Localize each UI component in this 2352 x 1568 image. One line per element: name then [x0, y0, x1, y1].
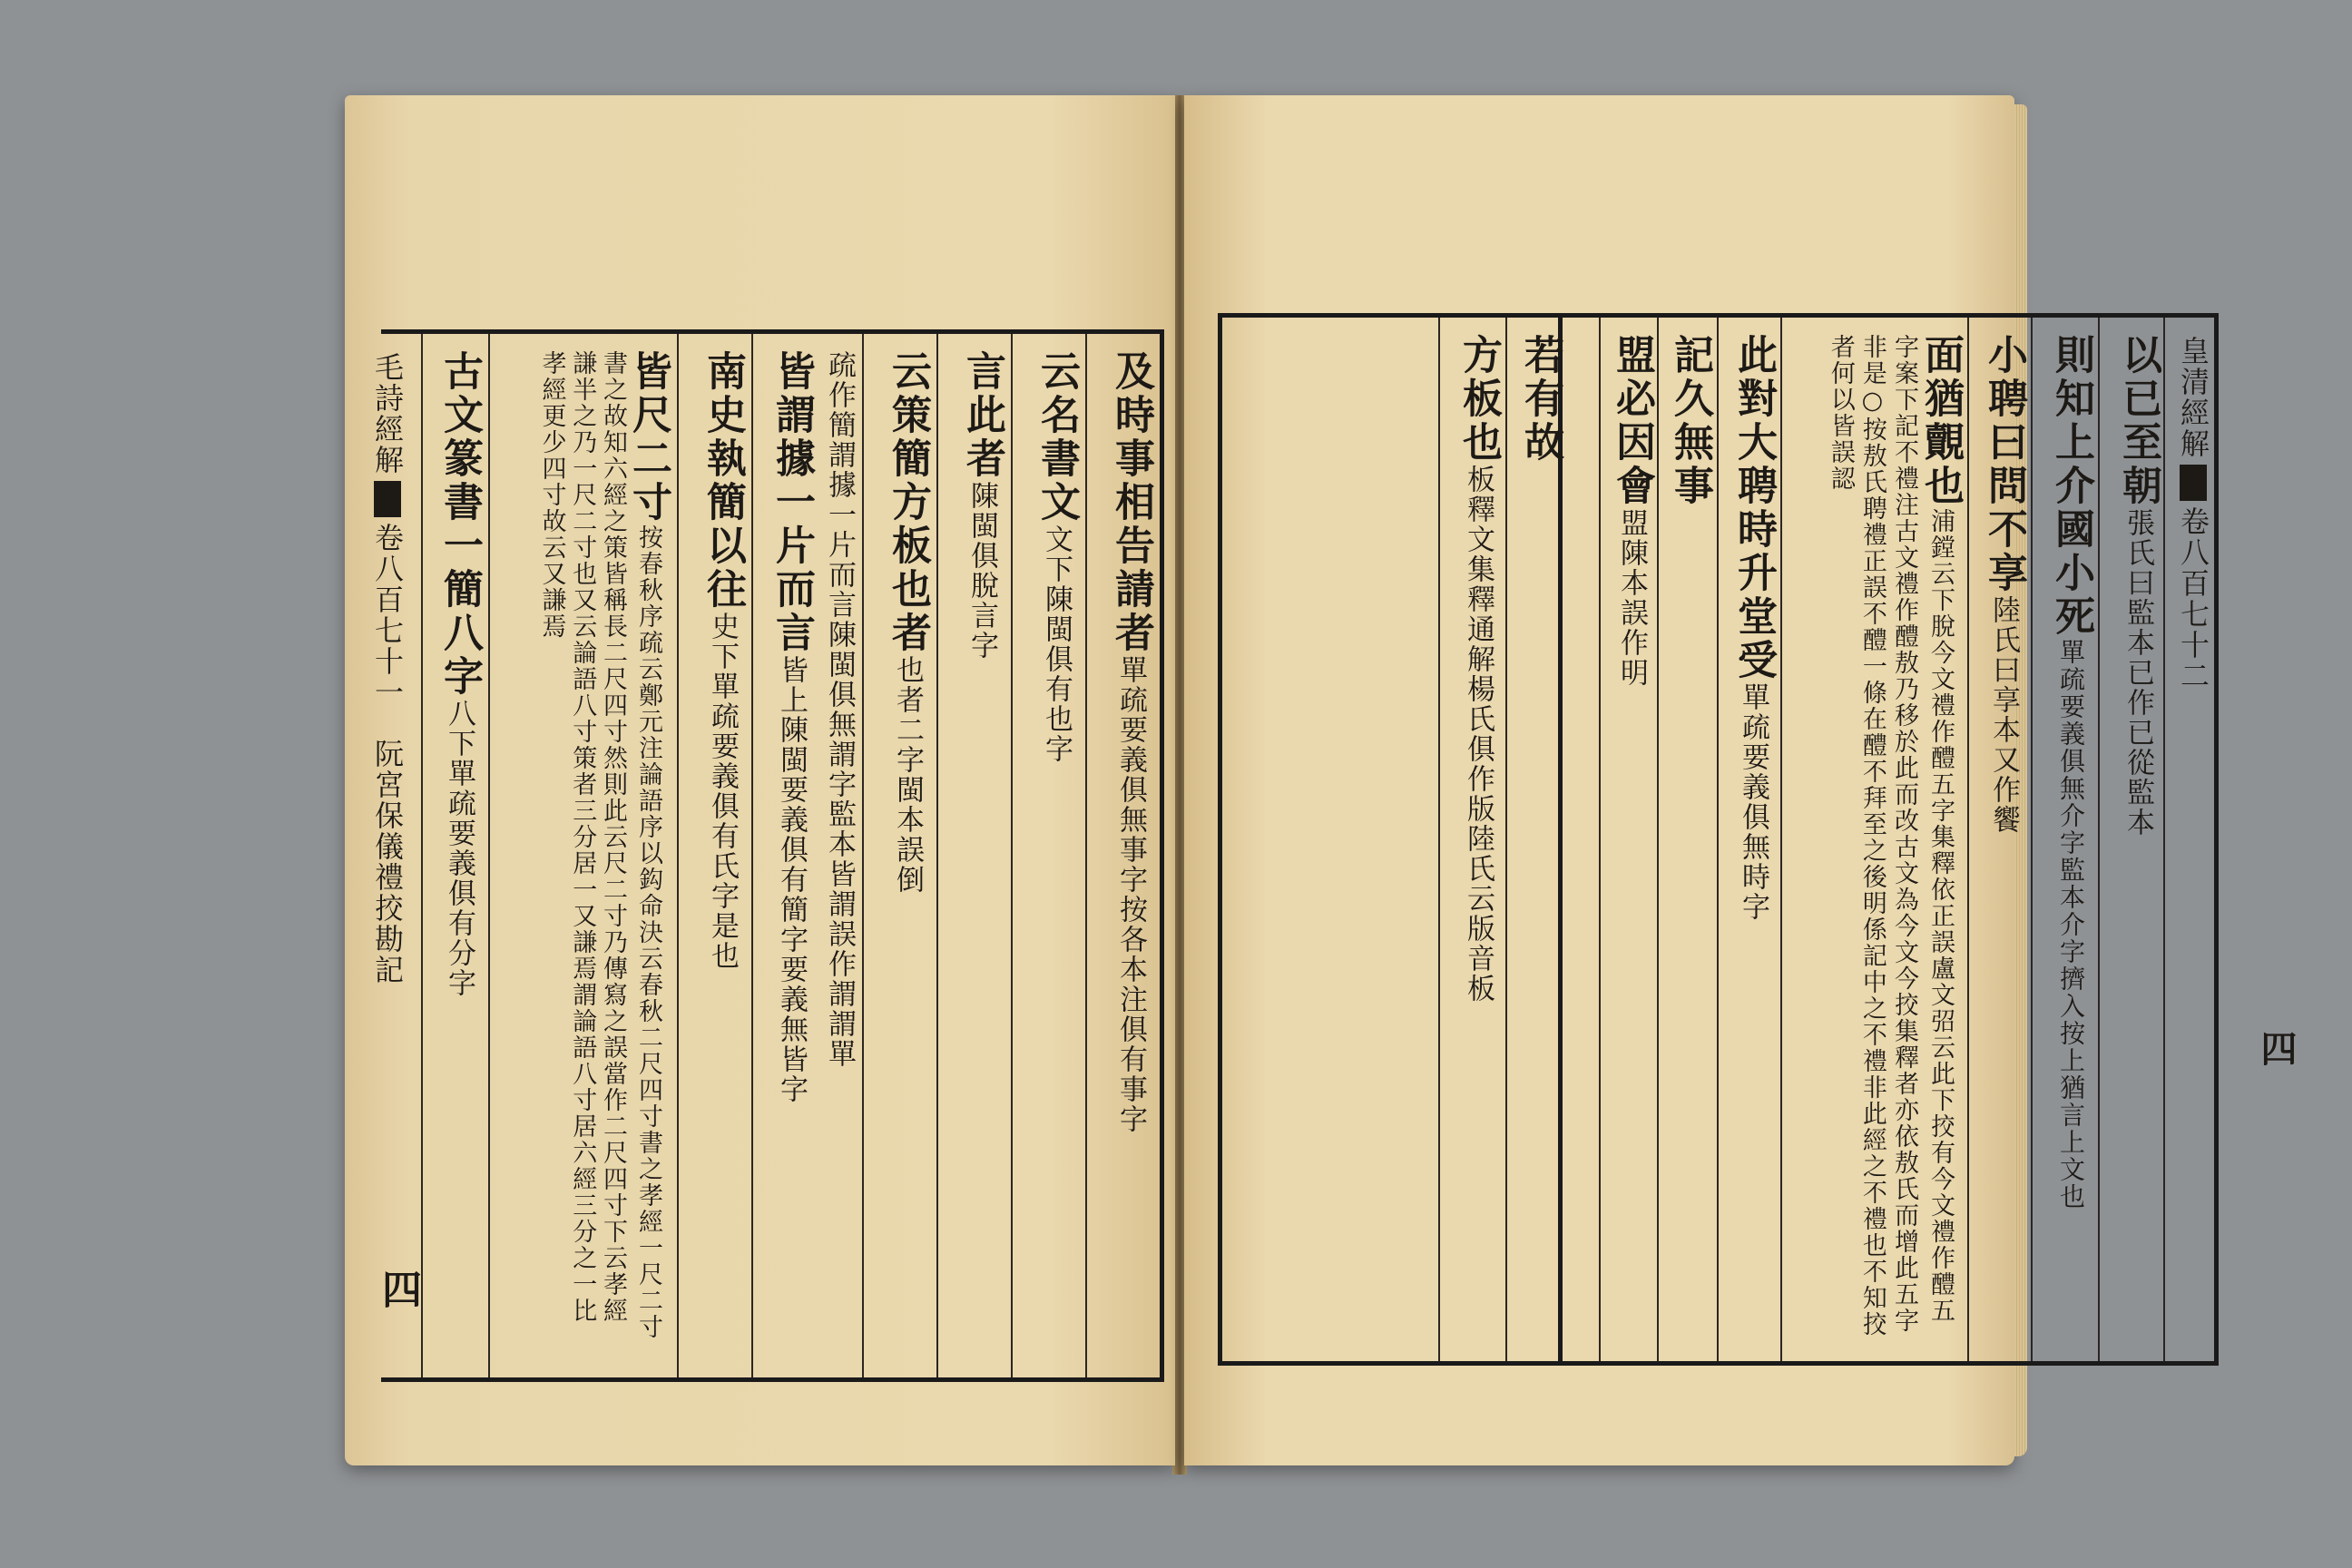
left-page — [345, 95, 1175, 1465]
left-col-9 — [1108, 350, 1154, 1134]
col-heading: 小聘曰問不享 — [1981, 334, 2027, 595]
col-heading: 方板也 — [1455, 334, 1502, 465]
column-rule — [421, 334, 423, 1377]
left-margin-strip — [359, 334, 419, 1377]
col-heading: 云名書文 — [1034, 350, 1080, 524]
right-col-1 — [2115, 334, 2161, 838]
col-note: 張氏曰監本已作已從監本 — [2122, 508, 2154, 838]
right-col-7 — [1609, 334, 1655, 688]
col-note: 疏作簡謂據一片而言 — [823, 350, 856, 620]
column-rule — [488, 334, 490, 1377]
margin-text — [367, 352, 408, 985]
col-note: 也者二字閩本誤倒 — [891, 655, 924, 895]
col-heading: 及時事相告請者 — [1108, 350, 1154, 655]
col-note: 陳閩俱脫言字 — [965, 481, 998, 661]
right-margin-strip — [2165, 318, 2220, 1361]
col-heading: 若有故 — [1517, 334, 1563, 465]
volume-label: 卷八百七十二 — [2176, 506, 2210, 691]
col-note: 陳閩俱無謂字監本皆謂誤作謂謂單 — [823, 620, 856, 1069]
col-note: 皆上陳閩要義俱有簡字要義無皆字 — [775, 655, 808, 1104]
column-rule — [1085, 334, 1087, 1377]
col-heading: 此對大聘時升堂受 — [1730, 334, 1777, 682]
open-book — [345, 95, 2298, 1484]
fishtail-mark — [2180, 465, 2207, 501]
col-heading: 則知上介國小死 — [2048, 334, 2094, 639]
col-heading: 以已至朝 — [2115, 334, 2161, 508]
column-rule — [1780, 318, 1782, 1361]
left-col-7 — [959, 350, 1005, 661]
col-heading: 古文篆書一簡八字 — [436, 350, 483, 699]
left-col-4 — [769, 350, 815, 1104]
col-note: 按春秋序疏云鄭元注論語序以鈎命決云春秋二尺四寸書之孝經一尺二寸書之故知六經之策皆稱長二尺四寸然則此云尺二寸乃傳寫之誤當作二尺四寸下云孝經謙半之乃一尺二寸也又云論語八寸策者三分居一又謙焉謂論語八寸居六經三分之一比孝經更少四寸故云又謙焉 — [537, 350, 662, 1340]
right-col-8 — [1517, 334, 1563, 465]
leaf-number: 四 — [375, 1269, 421, 1308]
left-col-1 — [436, 350, 483, 998]
left-col-3 — [700, 350, 746, 971]
col-heading: 云策簡方板也者 — [885, 350, 931, 655]
column-rule — [1011, 334, 1013, 1377]
right-col-4 — [1825, 334, 1964, 1341]
col-note: 單疏要義俱無時字 — [1737, 682, 1769, 922]
col-heading: 言此者 — [959, 350, 1005, 481]
right-page-frame-left — [1218, 313, 1567, 1366]
col-note: 史下單疏要義俱有氏字是也 — [706, 612, 739, 971]
left-col-6 — [885, 350, 931, 895]
column-rule — [2098, 318, 2100, 1361]
col-heading: 盟必因會 — [1609, 334, 1655, 508]
col-note: 單疏要義俱無事字按各本注俱有事字 — [1114, 655, 1147, 1134]
column-rule — [677, 334, 679, 1377]
left-col-2 — [536, 350, 671, 1348]
col-note: 板釋文集釋通解楊氏俱作版陸氏云版音板 — [1462, 465, 1494, 1004]
col-note: 浦鏜云下脫今文禮作醴五字集釋依正誤盧文弨云此下挍有今文禮作醴五字案下記不禮注古文禮作醴敖乃移於此而改古文為今文今挍集釋者亦依敖氏而增此五字非是○按敖氏聘禮正誤不醴一條在醴不拜至之後明係記中之不禮非此經之不禮也不知挍者何以皆誤認 — [1826, 334, 1955, 1338]
column-rule — [1967, 318, 1969, 1361]
column-rule — [862, 334, 864, 1377]
col-heading: 記久無事 — [1667, 334, 1713, 508]
col-heading: 皆尺二寸 — [625, 350, 671, 524]
column-rule — [1657, 318, 1659, 1361]
column-rule — [1717, 318, 1719, 1361]
right-page-frame — [1558, 313, 2219, 1366]
col-heading: 南史執簡以往 — [700, 350, 746, 612]
col-note: 盟陳本誤作明 — [1615, 508, 1648, 688]
column-rule — [1505, 318, 1507, 1361]
column-rule — [751, 334, 753, 1377]
source-title: 阮宮保儀禮挍勘記 — [370, 739, 405, 985]
column-rule — [1438, 318, 1440, 1361]
col-note: 單疏要義俱無介字監本介字擠入按上猶言上文也 — [2056, 639, 2086, 1210]
left-page-frame — [370, 329, 1164, 1382]
right-col-5 — [1730, 334, 1777, 922]
right-col-9 — [1455, 334, 1502, 1004]
col-heading: 皆謂據一片而言 — [769, 350, 815, 655]
left-col-8 — [1034, 350, 1080, 764]
col-heading: 面猶覿也 — [1917, 334, 1964, 508]
column-rule — [1599, 318, 1601, 1361]
col-note: 八下單疏要義俱有分字 — [443, 699, 475, 998]
fishtail-mark — [374, 481, 401, 517]
col-note: 陸氏曰享本又作饗 — [1987, 595, 2020, 835]
left-col-5 — [823, 350, 856, 1069]
right-col-6 — [1667, 334, 1713, 508]
book-title: 皇清經解 — [2176, 336, 2210, 459]
margin-text — [2172, 336, 2214, 691]
column-rule — [936, 334, 938, 1377]
volume-label: 卷八百七十一 — [370, 523, 405, 708]
column-rule — [2031, 318, 2033, 1361]
leaf-number: 四 — [2255, 1030, 2298, 1066]
col-note: 文下陳閩俱有也字 — [1040, 524, 1073, 764]
book-title: 毛詩經解 — [370, 352, 405, 475]
column-rule — [2163, 318, 2165, 1361]
right-col-2 — [2048, 334, 2094, 1210]
right-col-3 — [1981, 334, 2027, 835]
